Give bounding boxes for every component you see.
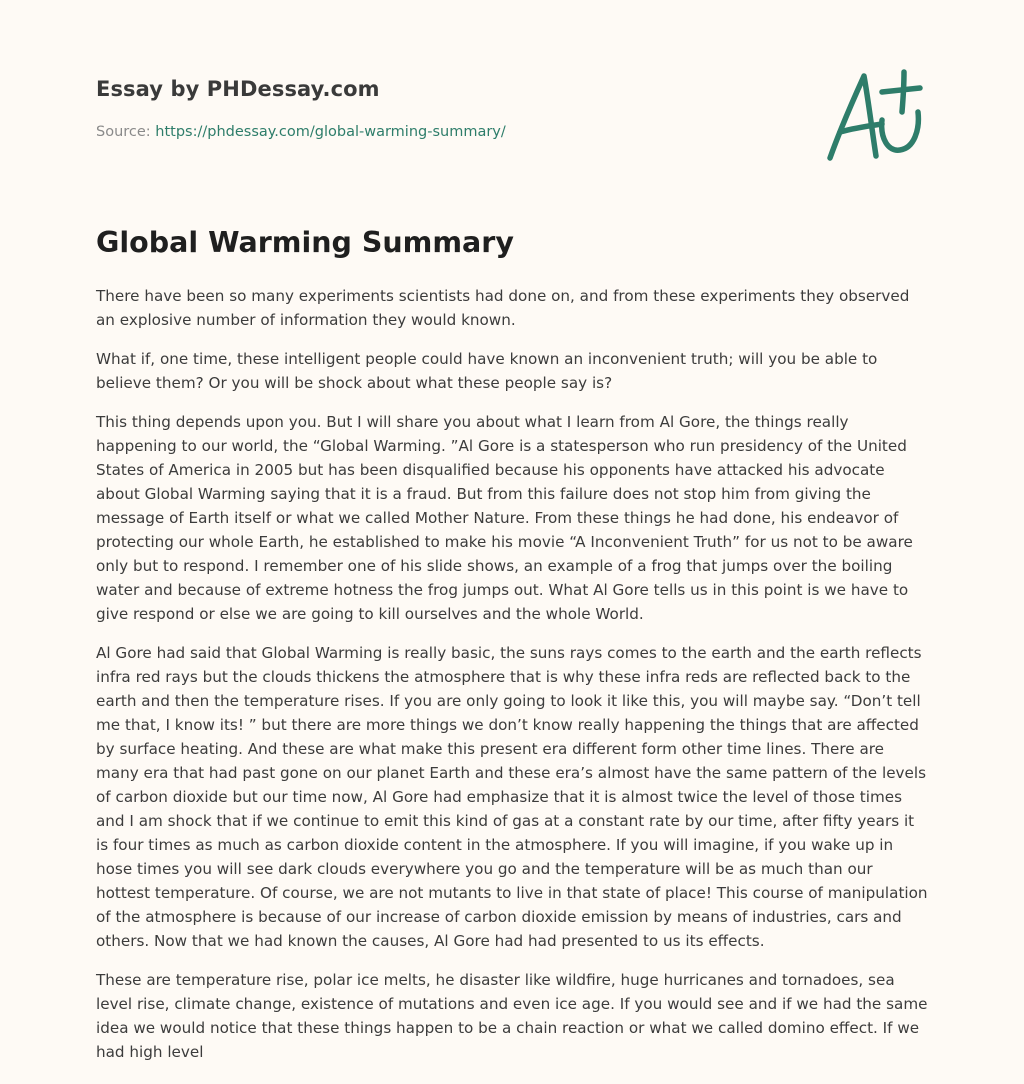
page bbox=[96, 0, 928, 1061]
source-link[interactable]: https://phdessay.com/global-warming-summary/ bbox=[155, 124, 506, 140]
source-label: Source: bbox=[96, 124, 156, 140]
site-title: Essay by PHDessay.com bbox=[96, 77, 380, 101]
essay-body bbox=[96, 284, 928, 1079]
essay-paragraph: What if, one time, these intelligent people could have known an inconvenient truth; will you be able to believe them? Or you will be shock about what these people say is? bbox=[96, 350, 878, 392]
header bbox=[96, 0, 928, 200]
a-plus-logo-icon bbox=[824, 68, 928, 164]
essay-paragraph: Al Gore had said that Global Warming is really basic, the suns rays comes to the earth and the earth reflects infra red rays but the clouds thickens the atmosphere that is why these infra reds are reflected back to the earth and then the temperature rises. If you are only going to look it like this, you will maybe say. “Don’t tell me that, I know its! ” but there are more things we don’t know really happening the things that are affected by surface heating. And these are what make this present era different form other time lines. There are many era that had past gone on our planet Earth and these era’s almost have the same pattern of the levels of carbon dioxide but our time now, Al Gore had emphasize that it is almost twice the level of those times and I am shock that if we continue to emit this kind of gas at a constant rate by our time, after fifty years it is four times as much as carbon dioxide content in the atmosphere. If you will imagine, if you wake up in hose times you will see dark clouds everywhere you go and the temperature will be as much than our hottest temperature. Of course, we are not mutants to live in that state of place! This course of manipulation of the atmosphere is because of our increase of carbon dioxide emission by means of industries, cars and others. Now that we had known the causes, Al Gore had had presented to us its effects. bbox=[96, 644, 928, 950]
source-line bbox=[96, 124, 506, 140]
essay-title: Global Warming Summary bbox=[96, 226, 514, 259]
essay-paragraph: These are temperature rise, polar ice melts, he disaster like wildfire, huge hurricanes and tornadoes, sea level rise, climate change, existence of mutations and even ice age. If you would see and if we had the same idea we would notice that these things happen to be a chain reaction or what we called domino effect. If we had high level bbox=[96, 971, 928, 1061]
essay-paragraph: There have been so many experiments scientists had done on, and from these experiments they observed an explosive number of information they would known. bbox=[96, 287, 910, 329]
essay-paragraph: This thing depends upon you. But I will share you about what I learn from Al Gore, the things really happening to our world, the “Global Warming. ”Al Gore is a statesperson who run presidency of the United States of America in 2005 but has been disqualified because his opponents have attacked his advocate about Global Warming saying that it is a fraud. But from this failure does not stop him from giving the message of Earth itself or what we called Mother Nature. From these things he had done, his endeavor of protecting our whole Earth, he established to make his movie “A Inconvenient Truth” for us not to be aware only but to respond. I remember one of his slide shows, an example of a frog that jumps over the boiling water and because of extreme hotness the frog jumps out. What Al Gore tells us in this point is we have to give respond or else we are going to kill ourselves and the whole World. bbox=[96, 413, 913, 623]
